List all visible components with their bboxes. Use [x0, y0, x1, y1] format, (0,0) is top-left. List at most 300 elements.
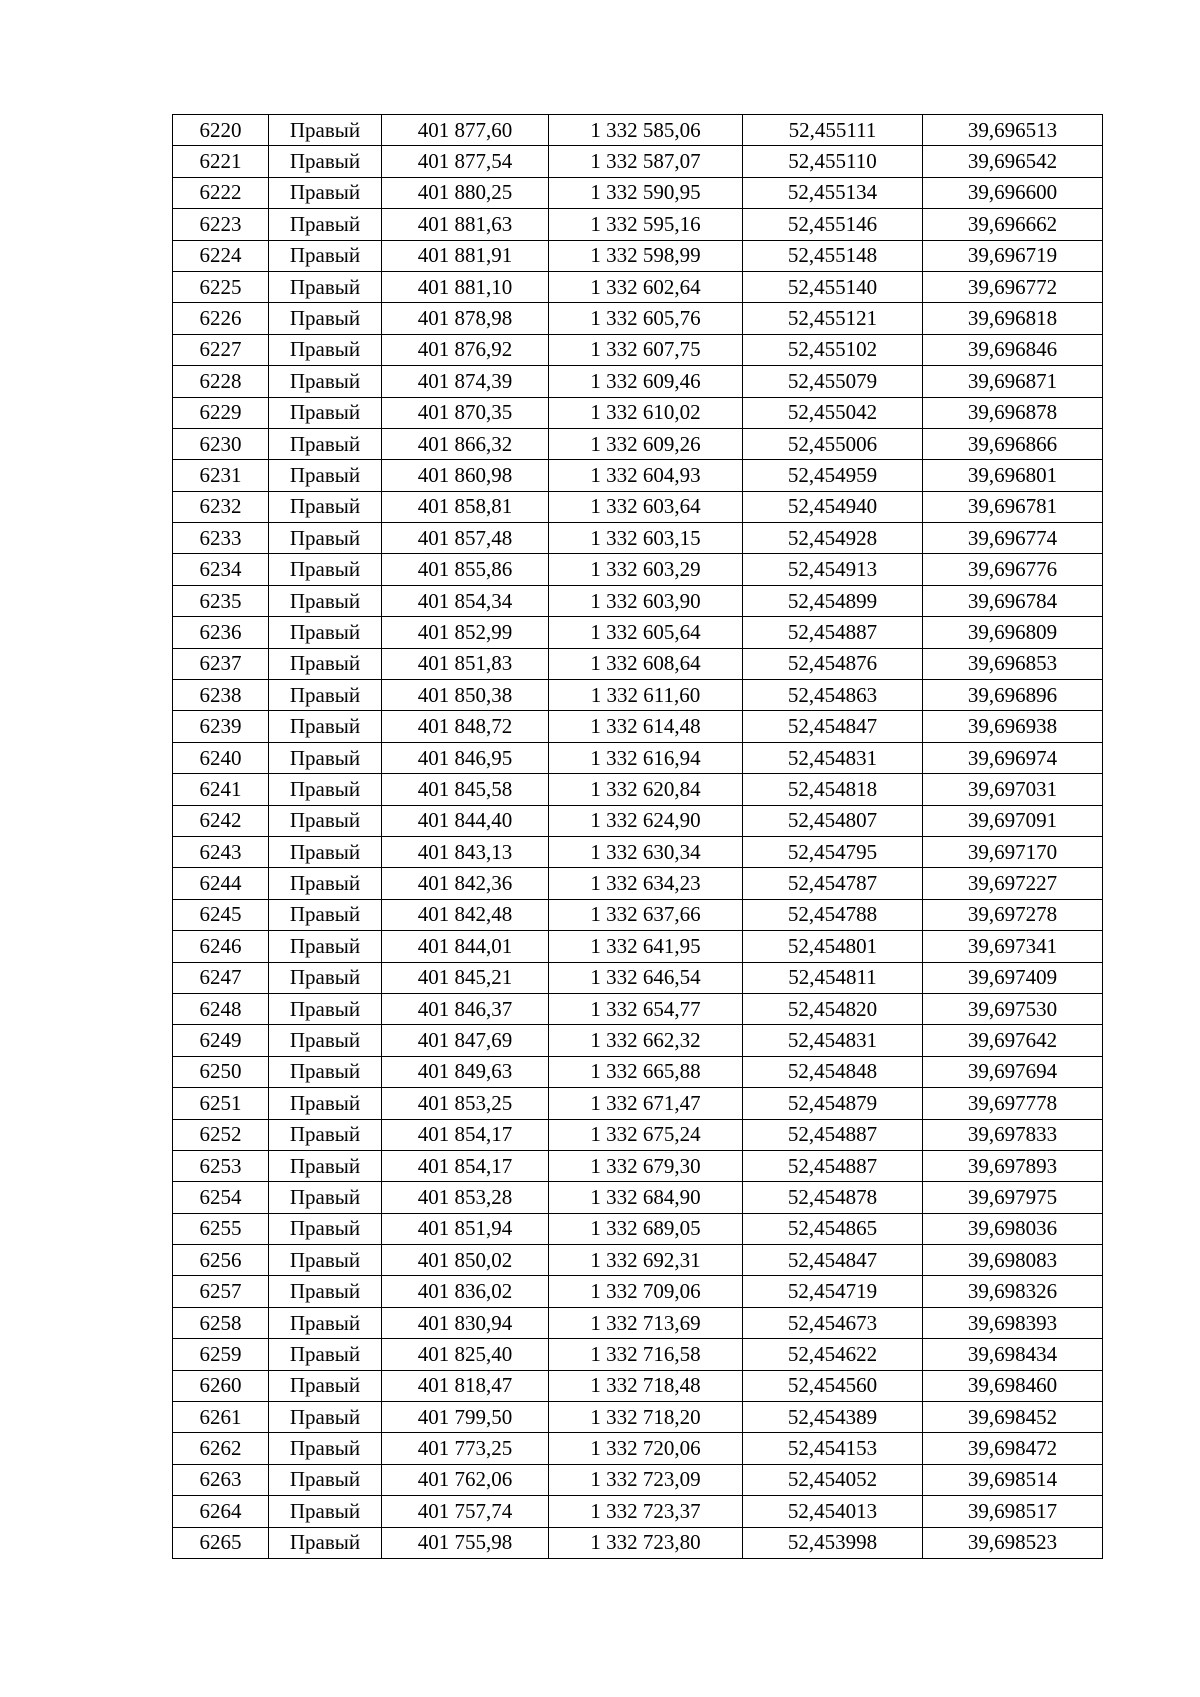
y-coordinate-cell: 1 332 603,15 — [549, 523, 743, 554]
table-row — [173, 836, 1103, 867]
side-cell: Правый — [269, 177, 382, 208]
y-coordinate-cell: 1 332 609,26 — [549, 428, 743, 459]
longitude-cell: 39,698083 — [923, 1245, 1103, 1276]
point-number-cell: 6254 — [173, 1182, 269, 1213]
latitude-cell: 52,454787 — [743, 868, 923, 899]
x-coordinate-cell: 401 877,54 — [382, 146, 549, 177]
table-row — [173, 1527, 1103, 1558]
latitude-cell: 52,454879 — [743, 1088, 923, 1119]
latitude-cell: 52,454959 — [743, 460, 923, 491]
table-row — [173, 1025, 1103, 1056]
table-row — [173, 617, 1103, 648]
point-number-cell: 6256 — [173, 1245, 269, 1276]
x-coordinate-cell: 401 881,91 — [382, 240, 549, 271]
side-cell: Правый — [269, 1088, 382, 1119]
point-number-cell: 6249 — [173, 1025, 269, 1056]
table-row — [173, 428, 1103, 459]
side-cell: Правый — [269, 774, 382, 805]
longitude-cell: 39,697278 — [923, 899, 1103, 930]
y-coordinate-cell: 1 332 610,02 — [549, 397, 743, 428]
y-coordinate-cell: 1 332 609,46 — [549, 366, 743, 397]
longitude-cell: 39,697642 — [923, 1025, 1103, 1056]
point-number-cell: 6236 — [173, 617, 269, 648]
table-row — [173, 1402, 1103, 1433]
latitude-cell: 52,454820 — [743, 993, 923, 1024]
latitude-cell: 52,454848 — [743, 1056, 923, 1087]
y-coordinate-cell: 1 332 709,06 — [549, 1276, 743, 1307]
x-coordinate-cell: 401 846,37 — [382, 993, 549, 1024]
point-number-cell: 6222 — [173, 177, 269, 208]
point-number-cell: 6248 — [173, 993, 269, 1024]
latitude-cell: 52,454719 — [743, 1276, 923, 1307]
side-cell: Правый — [269, 397, 382, 428]
x-coordinate-cell: 401 844,01 — [382, 931, 549, 962]
longitude-cell: 39,696600 — [923, 177, 1103, 208]
longitude-cell: 39,696938 — [923, 711, 1103, 742]
x-coordinate-cell: 401 881,10 — [382, 271, 549, 302]
point-number-cell: 6231 — [173, 460, 269, 491]
point-number-cell: 6246 — [173, 931, 269, 962]
latitude-cell: 52,455134 — [743, 177, 923, 208]
y-coordinate-cell: 1 332 590,95 — [549, 177, 743, 208]
x-coordinate-cell: 401 755,98 — [382, 1527, 549, 1558]
latitude-cell: 52,454673 — [743, 1307, 923, 1338]
point-number-cell: 6253 — [173, 1150, 269, 1181]
x-coordinate-cell: 401 880,25 — [382, 177, 549, 208]
table-row — [173, 931, 1103, 962]
longitude-cell: 39,696896 — [923, 680, 1103, 711]
x-coordinate-cell: 401 830,94 — [382, 1307, 549, 1338]
x-coordinate-cell: 401 846,95 — [382, 742, 549, 773]
y-coordinate-cell: 1 332 585,06 — [549, 115, 743, 146]
latitude-cell: 52,454788 — [743, 899, 923, 930]
side-cell: Правый — [269, 146, 382, 177]
x-coordinate-cell: 401 850,38 — [382, 680, 549, 711]
table-row — [173, 680, 1103, 711]
x-coordinate-cell: 401 855,86 — [382, 554, 549, 585]
table-row — [173, 1182, 1103, 1213]
y-coordinate-cell: 1 332 634,23 — [549, 868, 743, 899]
side-cell: Правый — [269, 1527, 382, 1558]
x-coordinate-cell: 401 836,02 — [382, 1276, 549, 1307]
longitude-cell: 39,696772 — [923, 271, 1103, 302]
x-coordinate-cell: 401 854,17 — [382, 1119, 549, 1150]
x-coordinate-cell: 401 876,92 — [382, 334, 549, 365]
side-cell: Правый — [269, 962, 382, 993]
point-number-cell: 6232 — [173, 491, 269, 522]
point-number-cell: 6265 — [173, 1527, 269, 1558]
side-cell: Правый — [269, 1150, 382, 1181]
point-number-cell: 6258 — [173, 1307, 269, 1338]
x-coordinate-cell: 401 854,34 — [382, 585, 549, 616]
side-cell: Правый — [269, 460, 382, 491]
x-coordinate-cell: 401 852,99 — [382, 617, 549, 648]
x-coordinate-cell: 401 860,98 — [382, 460, 549, 491]
x-coordinate-cell: 401 845,58 — [382, 774, 549, 805]
longitude-cell: 39,698472 — [923, 1433, 1103, 1464]
y-coordinate-cell: 1 332 614,48 — [549, 711, 743, 742]
longitude-cell: 39,697975 — [923, 1182, 1103, 1213]
latitude-cell: 52,454801 — [743, 931, 923, 962]
y-coordinate-cell: 1 332 723,80 — [549, 1527, 743, 1558]
y-coordinate-cell: 1 332 716,58 — [549, 1339, 743, 1370]
side-cell: Правый — [269, 1307, 382, 1338]
coordinates-table — [172, 114, 1103, 1559]
y-coordinate-cell: 1 332 684,90 — [549, 1182, 743, 1213]
x-coordinate-cell: 401 853,25 — [382, 1088, 549, 1119]
x-coordinate-cell: 401 848,72 — [382, 711, 549, 742]
y-coordinate-cell: 1 332 646,54 — [549, 962, 743, 993]
latitude-cell: 52,454887 — [743, 1119, 923, 1150]
point-number-cell: 6260 — [173, 1370, 269, 1401]
longitude-cell: 39,696781 — [923, 491, 1103, 522]
table-row — [173, 397, 1103, 428]
y-coordinate-cell: 1 332 662,32 — [549, 1025, 743, 1056]
table-row — [173, 460, 1103, 491]
x-coordinate-cell: 401 874,39 — [382, 366, 549, 397]
latitude-cell: 52,454940 — [743, 491, 923, 522]
y-coordinate-cell: 1 332 671,47 — [549, 1088, 743, 1119]
table-row — [173, 962, 1103, 993]
y-coordinate-cell: 1 332 665,88 — [549, 1056, 743, 1087]
point-number-cell: 6220 — [173, 115, 269, 146]
x-coordinate-cell: 401 851,94 — [382, 1213, 549, 1244]
longitude-cell: 39,698460 — [923, 1370, 1103, 1401]
table-row — [173, 1056, 1103, 1087]
table-row — [173, 177, 1103, 208]
x-coordinate-cell: 401 878,98 — [382, 303, 549, 334]
latitude-cell: 52,454876 — [743, 648, 923, 679]
y-coordinate-cell: 1 332 620,84 — [549, 774, 743, 805]
side-cell: Правый — [269, 680, 382, 711]
point-number-cell: 6238 — [173, 680, 269, 711]
y-coordinate-cell: 1 332 689,05 — [549, 1213, 743, 1244]
table-row — [173, 1150, 1103, 1181]
latitude-cell: 52,454887 — [743, 617, 923, 648]
longitude-cell: 39,697031 — [923, 774, 1103, 805]
x-coordinate-cell: 401 757,74 — [382, 1496, 549, 1527]
table-row — [173, 146, 1103, 177]
side-cell: Правый — [269, 868, 382, 899]
latitude-cell: 52,454622 — [743, 1339, 923, 1370]
longitude-cell: 39,696809 — [923, 617, 1103, 648]
side-cell: Правый — [269, 554, 382, 585]
point-number-cell: 6235 — [173, 585, 269, 616]
point-number-cell: 6247 — [173, 962, 269, 993]
y-coordinate-cell: 1 332 718,48 — [549, 1370, 743, 1401]
longitude-cell: 39,696776 — [923, 554, 1103, 585]
latitude-cell: 52,454847 — [743, 1245, 923, 1276]
longitude-cell: 39,697227 — [923, 868, 1103, 899]
side-cell: Правый — [269, 303, 382, 334]
longitude-cell: 39,698434 — [923, 1339, 1103, 1370]
longitude-cell: 39,696801 — [923, 460, 1103, 491]
y-coordinate-cell: 1 332 616,94 — [549, 742, 743, 773]
longitude-cell: 39,698517 — [923, 1496, 1103, 1527]
point-number-cell: 6257 — [173, 1276, 269, 1307]
latitude-cell: 52,454831 — [743, 1025, 923, 1056]
side-cell: Правый — [269, 585, 382, 616]
point-number-cell: 6244 — [173, 868, 269, 899]
table-row — [173, 1370, 1103, 1401]
latitude-cell: 52,454795 — [743, 836, 923, 867]
latitude-cell: 52,454560 — [743, 1370, 923, 1401]
x-coordinate-cell: 401 799,50 — [382, 1402, 549, 1433]
longitude-cell: 39,697778 — [923, 1088, 1103, 1119]
latitude-cell: 52,455111 — [743, 115, 923, 146]
x-coordinate-cell: 401 853,28 — [382, 1182, 549, 1213]
y-coordinate-cell: 1 332 595,16 — [549, 209, 743, 240]
x-coordinate-cell: 401 866,32 — [382, 428, 549, 459]
side-cell: Правый — [269, 1433, 382, 1464]
longitude-cell: 39,697341 — [923, 931, 1103, 962]
point-number-cell: 6250 — [173, 1056, 269, 1087]
longitude-cell: 39,696866 — [923, 428, 1103, 459]
table-row — [173, 115, 1103, 146]
point-number-cell: 6221 — [173, 146, 269, 177]
table-row — [173, 742, 1103, 773]
table-row — [173, 711, 1103, 742]
longitude-cell: 39,696871 — [923, 366, 1103, 397]
longitude-cell: 39,696513 — [923, 115, 1103, 146]
longitude-cell: 39,697694 — [923, 1056, 1103, 1087]
table-row — [173, 868, 1103, 899]
table-row — [173, 1339, 1103, 1370]
side-cell: Правый — [269, 115, 382, 146]
x-coordinate-cell: 401 844,40 — [382, 805, 549, 836]
side-cell: Правый — [269, 742, 382, 773]
longitude-cell: 39,698452 — [923, 1402, 1103, 1433]
side-cell: Правый — [269, 366, 382, 397]
x-coordinate-cell: 401 849,63 — [382, 1056, 549, 1087]
side-cell: Правый — [269, 1402, 382, 1433]
y-coordinate-cell: 1 332 641,95 — [549, 931, 743, 962]
longitude-cell: 39,696878 — [923, 397, 1103, 428]
latitude-cell: 52,455042 — [743, 397, 923, 428]
table-row — [173, 1433, 1103, 1464]
side-cell: Правый — [269, 523, 382, 554]
table-row — [173, 1213, 1103, 1244]
side-cell: Правый — [269, 1119, 382, 1150]
point-number-cell: 6240 — [173, 742, 269, 773]
table-body — [173, 115, 1103, 1559]
point-number-cell: 6251 — [173, 1088, 269, 1119]
latitude-cell: 52,454831 — [743, 742, 923, 773]
point-number-cell: 6227 — [173, 334, 269, 365]
longitude-cell: 39,698036 — [923, 1213, 1103, 1244]
x-coordinate-cell: 401 857,48 — [382, 523, 549, 554]
longitude-cell: 39,696853 — [923, 648, 1103, 679]
y-coordinate-cell: 1 332 720,06 — [549, 1433, 743, 1464]
table-row — [173, 366, 1103, 397]
side-cell: Правый — [269, 1496, 382, 1527]
y-coordinate-cell: 1 332 675,24 — [549, 1119, 743, 1150]
side-cell: Правый — [269, 1056, 382, 1087]
latitude-cell: 52,455140 — [743, 271, 923, 302]
table-row — [173, 240, 1103, 271]
side-cell: Правый — [269, 1339, 382, 1370]
table-row — [173, 585, 1103, 616]
side-cell: Правый — [269, 1025, 382, 1056]
latitude-cell: 52,455110 — [743, 146, 923, 177]
x-coordinate-cell: 401 842,36 — [382, 868, 549, 899]
y-coordinate-cell: 1 332 679,30 — [549, 1150, 743, 1181]
side-cell: Правый — [269, 209, 382, 240]
table-row — [173, 1464, 1103, 1495]
longitude-cell: 39,698514 — [923, 1464, 1103, 1495]
latitude-cell: 52,454847 — [743, 711, 923, 742]
x-coordinate-cell: 401 881,63 — [382, 209, 549, 240]
longitude-cell: 39,697170 — [923, 836, 1103, 867]
table-row — [173, 1245, 1103, 1276]
latitude-cell: 52,454389 — [743, 1402, 923, 1433]
x-coordinate-cell: 401 762,06 — [382, 1464, 549, 1495]
point-number-cell: 6261 — [173, 1402, 269, 1433]
latitude-cell: 52,454863 — [743, 680, 923, 711]
side-cell: Правый — [269, 1213, 382, 1244]
x-coordinate-cell: 401 842,48 — [382, 899, 549, 930]
x-coordinate-cell: 401 851,83 — [382, 648, 549, 679]
y-coordinate-cell: 1 332 587,07 — [549, 146, 743, 177]
x-coordinate-cell: 401 847,69 — [382, 1025, 549, 1056]
point-number-cell: 6245 — [173, 899, 269, 930]
y-coordinate-cell: 1 332 598,99 — [549, 240, 743, 271]
y-coordinate-cell: 1 332 604,93 — [549, 460, 743, 491]
latitude-cell: 52,455148 — [743, 240, 923, 271]
y-coordinate-cell: 1 332 630,34 — [549, 836, 743, 867]
side-cell: Правый — [269, 1370, 382, 1401]
latitude-cell: 52,454928 — [743, 523, 923, 554]
point-number-cell: 6243 — [173, 836, 269, 867]
side-cell: Правый — [269, 1276, 382, 1307]
latitude-cell: 52,454818 — [743, 774, 923, 805]
latitude-cell: 52,454811 — [743, 962, 923, 993]
side-cell: Правый — [269, 334, 382, 365]
latitude-cell: 52,453998 — [743, 1527, 923, 1558]
longitude-cell: 39,696974 — [923, 742, 1103, 773]
point-number-cell: 6262 — [173, 1433, 269, 1464]
table-row — [173, 303, 1103, 334]
point-number-cell: 6252 — [173, 1119, 269, 1150]
table-row — [173, 271, 1103, 302]
table-row — [173, 209, 1103, 240]
y-coordinate-cell: 1 332 607,75 — [549, 334, 743, 365]
side-cell: Правый — [269, 899, 382, 930]
latitude-cell: 52,454865 — [743, 1213, 923, 1244]
point-number-cell: 6255 — [173, 1213, 269, 1244]
side-cell: Правый — [269, 1464, 382, 1495]
y-coordinate-cell: 1 332 603,90 — [549, 585, 743, 616]
point-number-cell: 6226 — [173, 303, 269, 334]
y-coordinate-cell: 1 332 713,69 — [549, 1307, 743, 1338]
latitude-cell: 52,454913 — [743, 554, 923, 585]
point-number-cell: 6264 — [173, 1496, 269, 1527]
y-coordinate-cell: 1 332 692,31 — [549, 1245, 743, 1276]
longitude-cell: 39,696542 — [923, 146, 1103, 177]
latitude-cell: 52,455006 — [743, 428, 923, 459]
table-row — [173, 491, 1103, 522]
table-row — [173, 993, 1103, 1024]
x-coordinate-cell: 401 877,60 — [382, 115, 549, 146]
x-coordinate-cell: 401 858,81 — [382, 491, 549, 522]
x-coordinate-cell: 401 870,35 — [382, 397, 549, 428]
longitude-cell: 39,696662 — [923, 209, 1103, 240]
x-coordinate-cell: 401 825,40 — [382, 1339, 549, 1370]
point-number-cell: 6259 — [173, 1339, 269, 1370]
table-row — [173, 334, 1103, 365]
y-coordinate-cell: 1 332 603,64 — [549, 491, 743, 522]
longitude-cell: 39,696818 — [923, 303, 1103, 334]
y-coordinate-cell: 1 332 605,64 — [549, 617, 743, 648]
longitude-cell: 39,698523 — [923, 1527, 1103, 1558]
y-coordinate-cell: 1 332 602,64 — [549, 271, 743, 302]
point-number-cell: 6225 — [173, 271, 269, 302]
latitude-cell: 52,454013 — [743, 1496, 923, 1527]
point-number-cell: 6234 — [173, 554, 269, 585]
y-coordinate-cell: 1 332 654,77 — [549, 993, 743, 1024]
latitude-cell: 52,455102 — [743, 334, 923, 365]
x-coordinate-cell: 401 845,21 — [382, 962, 549, 993]
longitude-cell: 39,697409 — [923, 962, 1103, 993]
latitude-cell: 52,454052 — [743, 1464, 923, 1495]
side-cell: Правый — [269, 648, 382, 679]
point-number-cell: 6230 — [173, 428, 269, 459]
point-number-cell: 6242 — [173, 805, 269, 836]
x-coordinate-cell: 401 818,47 — [382, 1370, 549, 1401]
table-row — [173, 1276, 1103, 1307]
side-cell: Правый — [269, 805, 382, 836]
y-coordinate-cell: 1 332 723,09 — [549, 1464, 743, 1495]
longitude-cell: 39,698326 — [923, 1276, 1103, 1307]
point-number-cell: 6229 — [173, 397, 269, 428]
table-row — [173, 1119, 1103, 1150]
point-number-cell: 6223 — [173, 209, 269, 240]
point-number-cell: 6233 — [173, 523, 269, 554]
table-row — [173, 899, 1103, 930]
side-cell: Правый — [269, 1182, 382, 1213]
side-cell: Правый — [269, 240, 382, 271]
side-cell: Правый — [269, 931, 382, 962]
longitude-cell: 39,697091 — [923, 805, 1103, 836]
y-coordinate-cell: 1 332 605,76 — [549, 303, 743, 334]
latitude-cell: 52,454807 — [743, 805, 923, 836]
latitude-cell: 52,454878 — [743, 1182, 923, 1213]
table-row — [173, 1307, 1103, 1338]
side-cell: Правый — [269, 271, 382, 302]
y-coordinate-cell: 1 332 723,37 — [549, 1496, 743, 1527]
latitude-cell: 52,454887 — [743, 1150, 923, 1181]
table-row — [173, 523, 1103, 554]
y-coordinate-cell: 1 332 637,66 — [549, 899, 743, 930]
longitude-cell: 39,696719 — [923, 240, 1103, 271]
table-row — [173, 648, 1103, 679]
point-number-cell: 6239 — [173, 711, 269, 742]
latitude-cell: 52,455079 — [743, 366, 923, 397]
longitude-cell: 39,697833 — [923, 1119, 1103, 1150]
longitude-cell: 39,696784 — [923, 585, 1103, 616]
side-cell: Правый — [269, 617, 382, 648]
y-coordinate-cell: 1 332 603,29 — [549, 554, 743, 585]
latitude-cell: 52,455121 — [743, 303, 923, 334]
longitude-cell: 39,696846 — [923, 334, 1103, 365]
y-coordinate-cell: 1 332 611,60 — [549, 680, 743, 711]
point-number-cell: 6263 — [173, 1464, 269, 1495]
side-cell: Правый — [269, 428, 382, 459]
x-coordinate-cell: 401 850,02 — [382, 1245, 549, 1276]
latitude-cell: 52,454899 — [743, 585, 923, 616]
point-number-cell: 6241 — [173, 774, 269, 805]
latitude-cell: 52,455146 — [743, 209, 923, 240]
